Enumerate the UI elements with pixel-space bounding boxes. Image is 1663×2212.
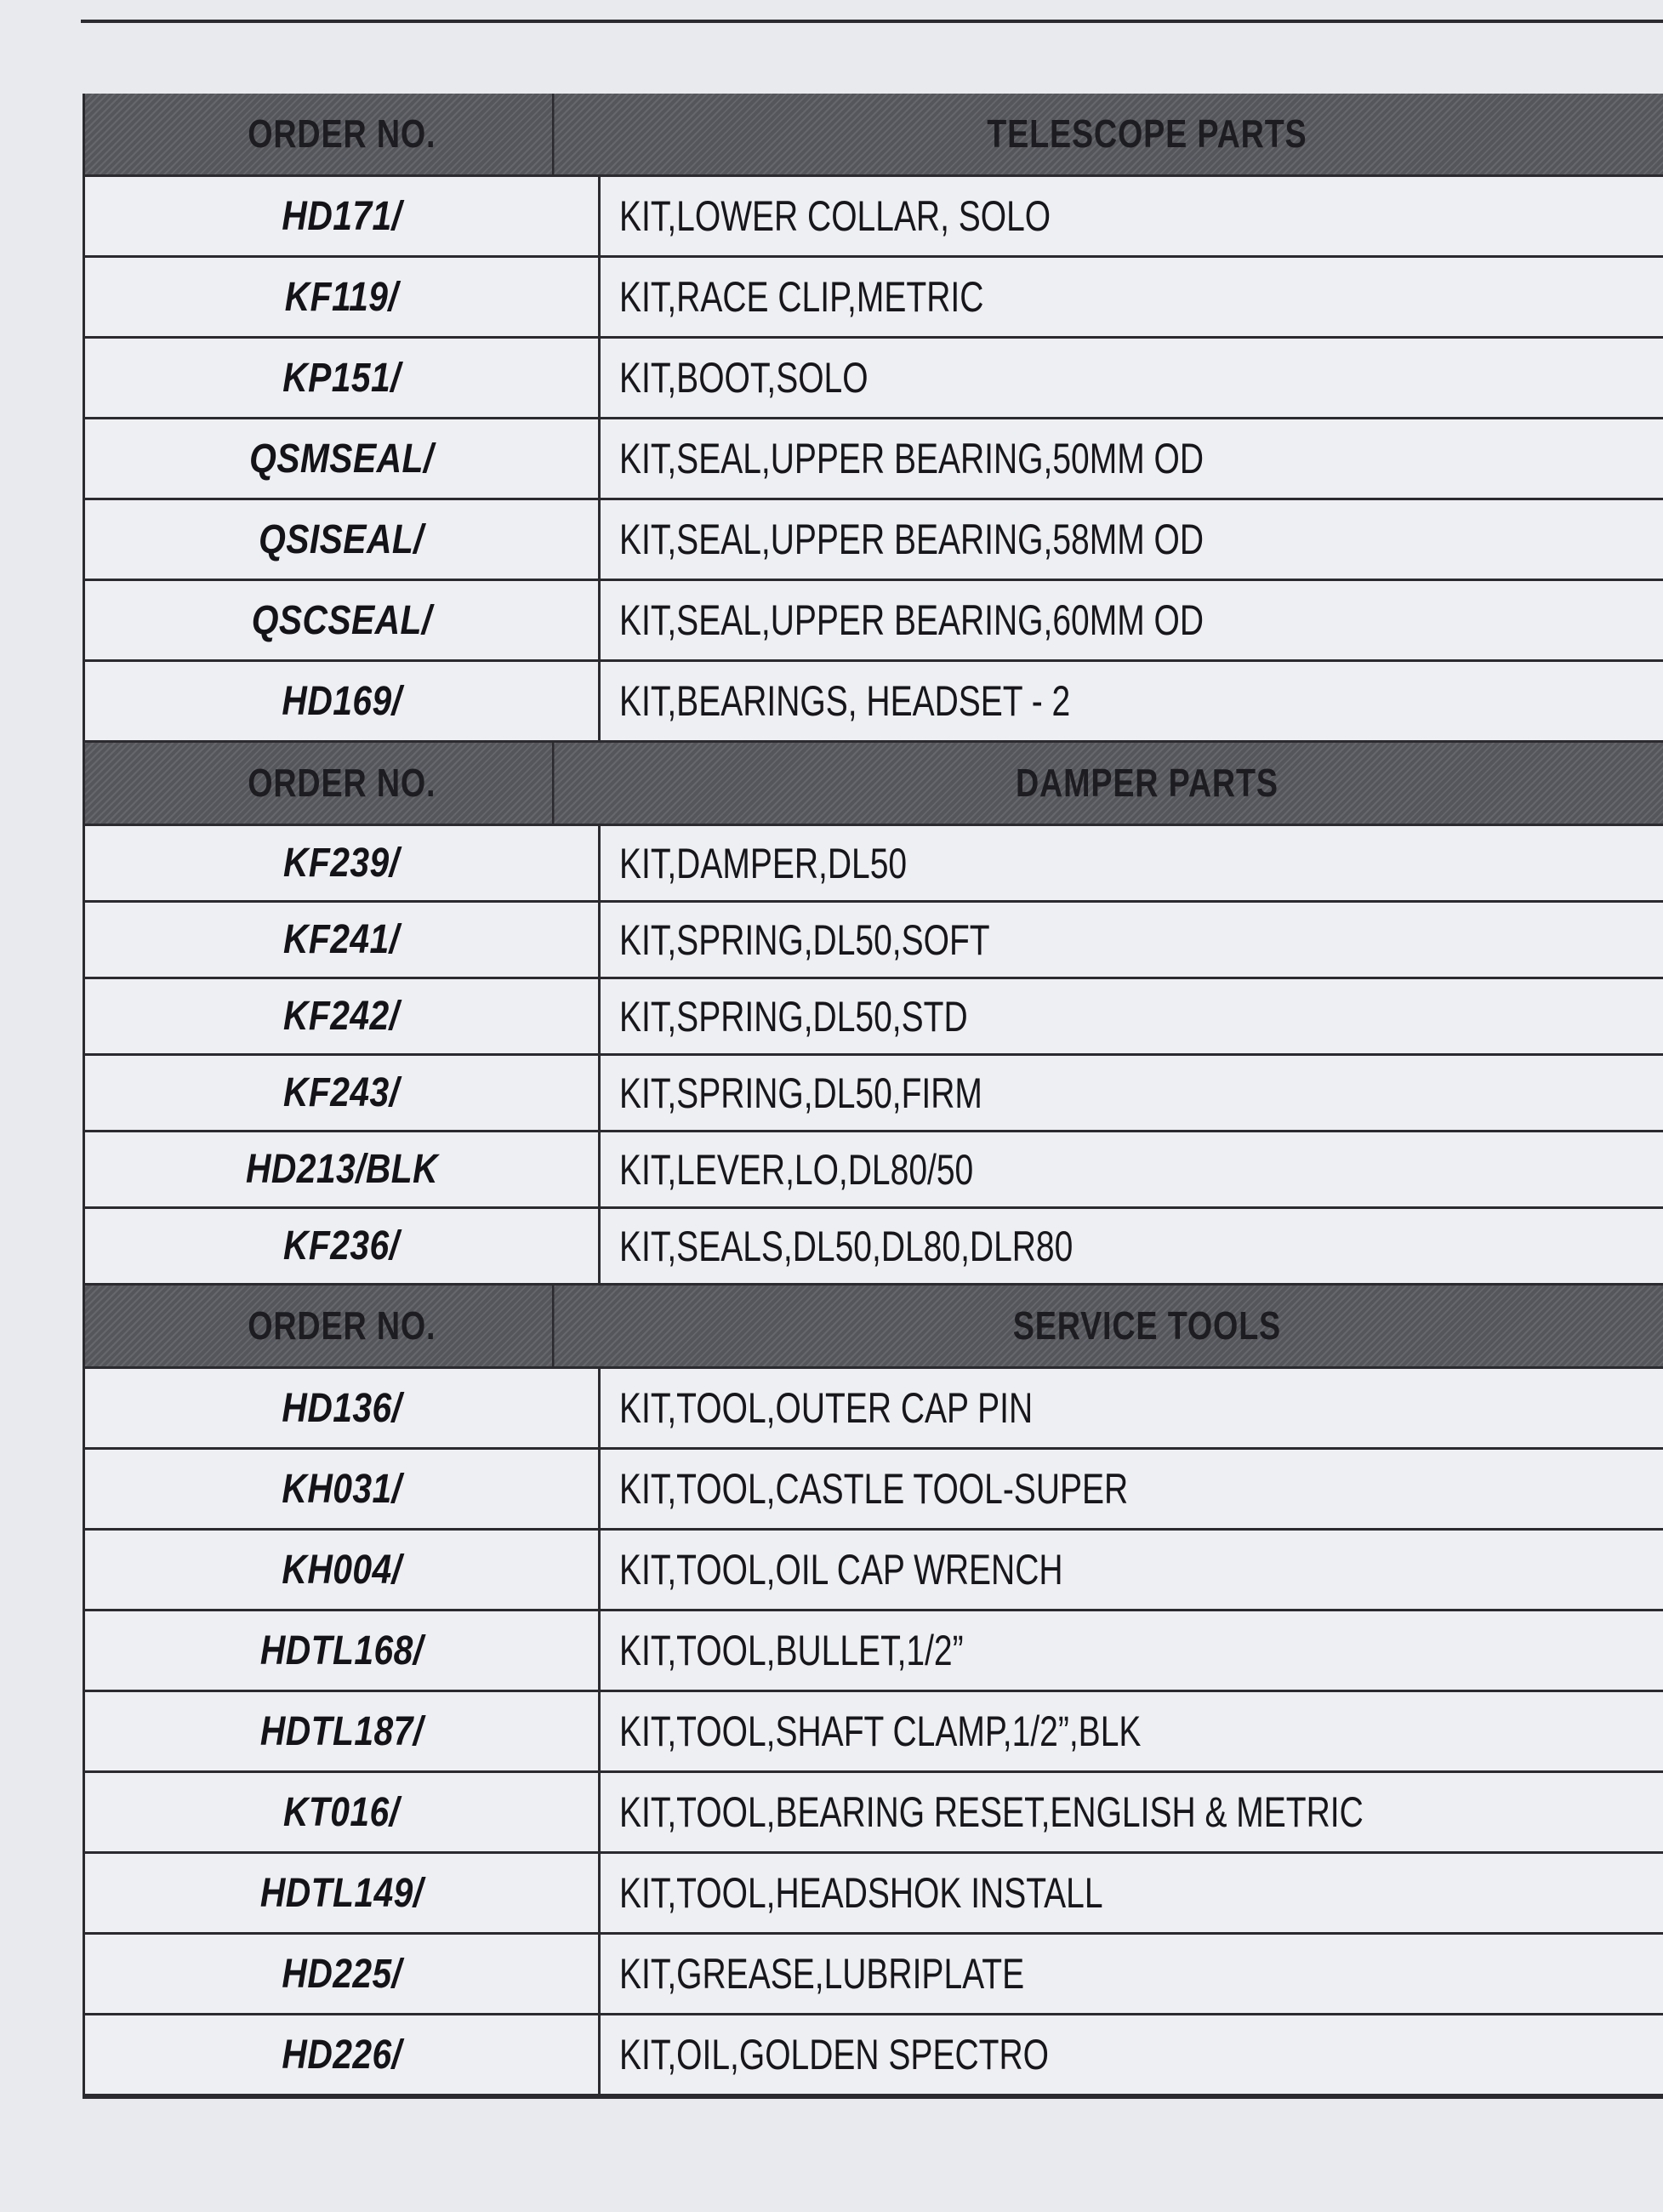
order-no: KF242/	[283, 994, 400, 1039]
description-cell	[601, 1450, 1663, 1528]
description-cell	[601, 826, 1663, 900]
description: KIT,SPRING,DL50,FIRM	[619, 1069, 982, 1117]
order-no-cell	[85, 662, 601, 740]
section-telescope-parts	[85, 94, 1663, 743]
order-no: HD136/	[282, 1385, 402, 1431]
section-header	[85, 1286, 1663, 1369]
description-cell	[601, 500, 1663, 579]
description: KIT,OIL,GOLDEN SPECTRO	[619, 2031, 1049, 2078]
description: KIT,TOOL,SHAFT CLAMP,1/2”,BLK	[619, 1707, 1142, 1755]
table-row	[85, 339, 1663, 419]
order-no-cell	[85, 1369, 601, 1447]
description-cell	[601, 258, 1663, 336]
table-row	[85, 1935, 1663, 2015]
description-cell	[601, 1209, 1663, 1283]
description: KIT,GREASE,LUBRIPLATE	[619, 1950, 1025, 1998]
description-cell	[601, 1692, 1663, 1770]
order-no: HD213/BLK	[245, 1147, 438, 1192]
description-cell	[601, 662, 1663, 740]
order-no-cell	[85, 581, 601, 659]
order-no-cell	[85, 1056, 601, 1130]
description: KIT,LEVER,LO,DL80/50	[619, 1145, 974, 1194]
order-no-cell	[85, 903, 601, 977]
order-no: HDTL187/	[259, 1708, 424, 1754]
table-row	[85, 1531, 1663, 1611]
table-row	[85, 177, 1663, 258]
table-row	[85, 1692, 1663, 1773]
description: KIT,DAMPER,DL50	[619, 839, 908, 887]
order-no-cell	[85, 979, 601, 1053]
order-no-cell	[85, 1132, 601, 1206]
order-no-cell	[85, 1773, 601, 1851]
description: KIT,TOOL,OUTER CAP PIN	[619, 1384, 1034, 1432]
order-no-header: ORDER NO.	[132, 94, 555, 174]
description-cell	[601, 979, 1663, 1053]
description-cell	[601, 1854, 1663, 1932]
table-row	[85, 1056, 1663, 1132]
parts-table	[83, 94, 1663, 2099]
description-cell	[601, 419, 1663, 498]
section-header	[85, 94, 1663, 177]
order-no-cell	[85, 1611, 601, 1690]
order-no: KF239/	[283, 841, 400, 886]
order-no-header: ORDER NO.	[132, 743, 555, 824]
top-rule	[81, 20, 1663, 23]
order-no-cell	[85, 1209, 601, 1283]
order-no: HD171/	[282, 193, 402, 239]
table-row	[85, 979, 1663, 1056]
description: KIT,SPRING,DL50,SOFT	[619, 915, 990, 964]
description-cell	[601, 2015, 1663, 2094]
order-no: KF236/	[283, 1223, 400, 1268]
description-cell	[601, 581, 1663, 659]
order-no-cell	[85, 2015, 601, 2094]
order-no-header: ORDER NO.	[132, 1286, 555, 1366]
order-no-cell	[85, 826, 601, 900]
table-row	[85, 903, 1663, 979]
order-no: HD169/	[282, 678, 402, 724]
description-cell	[601, 1935, 1663, 2013]
table-row	[85, 419, 1663, 500]
description-cell	[601, 177, 1663, 255]
section-damper-parts	[85, 743, 1663, 1286]
order-no: KP151/	[282, 355, 401, 401]
description-cell	[601, 339, 1663, 417]
table-row	[85, 500, 1663, 581]
description: KIT,TOOL,CASTLE TOOL-SUPER	[619, 1465, 1129, 1513]
description-cell	[601, 903, 1663, 977]
description: KIT,SEAL,UPPER BEARING,50MM OD	[619, 435, 1205, 482]
order-no: KH031/	[282, 1466, 402, 1512]
table-row	[85, 1132, 1663, 1209]
section-header	[85, 743, 1663, 826]
table-row	[85, 1450, 1663, 1531]
description: KIT,TOOL,BULLET,1/2”	[619, 1627, 964, 1674]
description: KIT,RACE CLIP,METRIC	[619, 273, 984, 321]
order-no-cell	[85, 1854, 601, 1932]
order-no-cell	[85, 1531, 601, 1609]
order-no: KH004/	[282, 1547, 402, 1593]
description: KIT,BEARINGS, HEADSET - 2	[619, 677, 1071, 725]
description-cell	[601, 1773, 1663, 1851]
description: KIT,SEAL,UPPER BEARING,58MM OD	[619, 516, 1205, 563]
table-row	[85, 1854, 1663, 1935]
description: KIT,TOOL,HEADSHOK INSTALL	[619, 1869, 1103, 1917]
section-title: DAMPER PARTS	[1015, 761, 1279, 805]
order-no: QSISEAL/	[259, 516, 424, 562]
table-row	[85, 581, 1663, 662]
order-no-cell	[85, 1450, 601, 1528]
order-no: KF243/	[283, 1070, 400, 1115]
description: KIT,SEALS,DL50,DL80,DLR80	[619, 1222, 1074, 1270]
order-no: HDTL168/	[259, 1628, 424, 1673]
description: KIT,SEAL,UPPER BEARING,60MM OD	[619, 596, 1205, 644]
description: KIT,SPRING,DL50,STD	[619, 992, 968, 1040]
description-cell	[601, 1056, 1663, 1130]
table-row	[85, 2015, 1663, 2096]
order-no-cell	[85, 419, 601, 498]
order-no-cell	[85, 339, 601, 417]
order-no-cell	[85, 500, 601, 579]
order-no: QSMSEAL/	[249, 436, 434, 482]
description-cell	[601, 1531, 1663, 1609]
table-row	[85, 826, 1663, 903]
order-no: HDTL149/	[259, 1870, 424, 1916]
order-no: HD225/	[282, 1951, 402, 1997]
order-no-cell	[85, 177, 601, 255]
table-row	[85, 258, 1663, 339]
description: KIT,TOOL,OIL CAP WRENCH	[619, 1546, 1063, 1593]
table-row	[85, 1773, 1663, 1854]
table-row	[85, 1369, 1663, 1450]
description-cell	[601, 1611, 1663, 1690]
description: KIT,TOOL,BEARING RESET,ENGLISH & METRIC	[619, 1788, 1364, 1836]
description-cell	[601, 1132, 1663, 1206]
description-cell	[601, 1369, 1663, 1447]
section-title: TELESCOPE PARTS	[987, 111, 1307, 156]
order-no-cell	[85, 1935, 601, 2013]
order-no-cell	[85, 1692, 601, 1770]
order-no: HD226/	[282, 2032, 402, 2078]
section-title: SERVICE TOOLS	[1012, 1303, 1282, 1348]
order-no: KF241/	[283, 917, 400, 962]
table-row	[85, 662, 1663, 743]
description: KIT,BOOT,SOLO	[619, 354, 869, 402]
order-no-cell	[85, 258, 601, 336]
order-no: KF119/	[284, 274, 399, 320]
table-row	[85, 1611, 1663, 1692]
order-no: QSCSEAL/	[251, 597, 432, 643]
section-service-tools	[85, 1286, 1663, 2096]
table-row	[85, 1209, 1663, 1286]
description: KIT,LOWER COLLAR, SOLO	[619, 192, 1051, 240]
order-no: KT016/	[283, 1789, 400, 1835]
